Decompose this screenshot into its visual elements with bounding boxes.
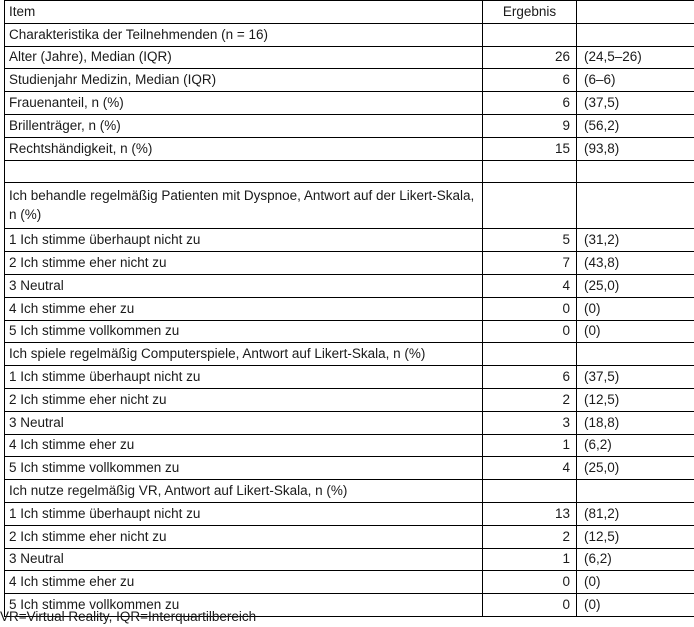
table-row-section — [5, 183, 694, 229]
table-row — [5, 23, 694, 46]
row-range: (0) — [577, 297, 694, 320]
row-value: 0 — [483, 571, 577, 594]
row-value: 0 — [483, 320, 577, 343]
row-range: (37,5) — [577, 92, 694, 115]
table-row — [5, 92, 694, 115]
table-row — [5, 411, 694, 434]
row-item: Ich behandle regelmäßig Patienten mit Dyspnoe, Antwort auf der Likert-Skala, n (%) — [5, 183, 483, 229]
row-range: (37,5) — [577, 366, 694, 389]
row-range: (0) — [577, 571, 694, 594]
table-row — [5, 457, 694, 480]
row-item: 2 Ich stimme eher nicht zu — [5, 525, 483, 548]
row-item: Alter (Jahre), Median (IQR) — [5, 46, 483, 69]
row-value: 7 — [483, 252, 577, 275]
row-value — [483, 23, 577, 46]
row-range: (25,0) — [577, 274, 694, 297]
table-row — [5, 229, 694, 252]
row-value: 0 — [483, 594, 577, 617]
row-range: (0) — [577, 320, 694, 343]
row-range: (43,8) — [577, 252, 694, 275]
table-row — [5, 366, 694, 389]
row-range: (12,5) — [577, 388, 694, 411]
row-value: 15 — [483, 137, 577, 160]
row-range — [577, 343, 694, 366]
table-row-section — [5, 480, 694, 503]
row-range: (24,5–26) — [577, 46, 694, 69]
row-range: (31,2) — [577, 229, 694, 252]
row-range: (0) — [577, 594, 694, 617]
table-row — [5, 434, 694, 457]
row-item: 4 Ich stimme eher zu — [5, 571, 483, 594]
table-row — [5, 137, 694, 160]
row-value — [483, 160, 577, 183]
row-item: 3 Neutral — [5, 274, 483, 297]
table-row — [5, 388, 694, 411]
table-footnote: VR=Virtual Reality, IQR=Interquartilbereich — [0, 609, 257, 624]
table-row — [5, 320, 694, 343]
row-value: 2 — [483, 525, 577, 548]
row-item: Ich nutze regelmäßig VR, Antwort auf Likert-Skala, n (%) — [5, 480, 483, 503]
row-item: 1 Ich stimme überhaupt nicht zu — [5, 502, 483, 525]
row-range: (81,2) — [577, 502, 694, 525]
row-item: 5 Ich stimme vollkommen zu — [5, 457, 483, 480]
row-item: 2 Ich stimme eher nicht zu — [5, 252, 483, 275]
table-row — [5, 274, 694, 297]
row-item: 4 Ich stimme eher zu — [5, 297, 483, 320]
table-row — [5, 571, 694, 594]
results-table — [4, 0, 694, 617]
table-row — [5, 114, 694, 137]
row-item: Charakteristika der Teilnehmenden (n = 16) — [5, 23, 483, 46]
row-value — [483, 480, 577, 503]
table-row — [5, 525, 694, 548]
row-item: Brillenträger, n (%) — [5, 114, 483, 137]
row-range: (6,2) — [577, 548, 694, 571]
table-row — [5, 297, 694, 320]
row-value: 1 — [483, 434, 577, 457]
row-range — [577, 480, 694, 503]
row-item: 3 Neutral — [5, 411, 483, 434]
row-value: 26 — [483, 46, 577, 69]
row-value — [483, 183, 577, 229]
row-range — [577, 23, 694, 46]
row-item: 1 Ich stimme überhaupt nicht zu — [5, 229, 483, 252]
row-item: Studienjahr Medizin, Median (IQR) — [5, 69, 483, 92]
row-value: 5 — [483, 229, 577, 252]
table-row — [5, 252, 694, 275]
row-value: 6 — [483, 69, 577, 92]
table-header-row — [5, 1, 694, 24]
row-range: (56,2) — [577, 114, 694, 137]
row-value: 1 — [483, 548, 577, 571]
row-value: 13 — [483, 502, 577, 525]
row-item: 2 Ich stimme eher nicht zu — [5, 388, 483, 411]
table-row-section — [5, 343, 694, 366]
row-range: (25,0) — [577, 457, 694, 480]
header-extra — [577, 1, 694, 24]
row-item — [5, 160, 483, 183]
row-range: (93,8) — [577, 137, 694, 160]
row-item: 5 Ich stimme vollkommen zu — [5, 320, 483, 343]
row-item: 5 Ich stimme vollkommen zu — [5, 594, 483, 617]
row-item: Rechtshändigkeit, n (%) — [5, 137, 483, 160]
row-value — [483, 343, 577, 366]
header-result: Ergebnis — [483, 1, 577, 24]
table-row-empty — [5, 160, 694, 183]
row-value: 9 — [483, 114, 577, 137]
row-item: Frauenanteil, n (%) — [5, 92, 483, 115]
row-value: 0 — [483, 297, 577, 320]
table-row — [5, 548, 694, 571]
row-range: (18,8) — [577, 411, 694, 434]
row-value: 6 — [483, 92, 577, 115]
row-range: (6–6) — [577, 69, 694, 92]
row-range — [577, 183, 694, 229]
row-value: 2 — [483, 388, 577, 411]
row-range — [577, 160, 694, 183]
table-row — [5, 46, 694, 69]
row-value: 4 — [483, 274, 577, 297]
row-item: 3 Neutral — [5, 548, 483, 571]
row-value: 4 — [483, 457, 577, 480]
row-item: 4 Ich stimme eher zu — [5, 434, 483, 457]
row-value: 3 — [483, 411, 577, 434]
header-item: Item — [5, 1, 483, 24]
table-row — [5, 502, 694, 525]
row-range: (6,2) — [577, 434, 694, 457]
table-row — [5, 69, 694, 92]
row-item: 1 Ich stimme überhaupt nicht zu — [5, 366, 483, 389]
row-range: (12,5) — [577, 525, 694, 548]
row-value: 6 — [483, 366, 577, 389]
row-item: Ich spiele regelmäßig Computerspiele, Antwort auf Likert-Skala, n (%) — [5, 343, 483, 366]
